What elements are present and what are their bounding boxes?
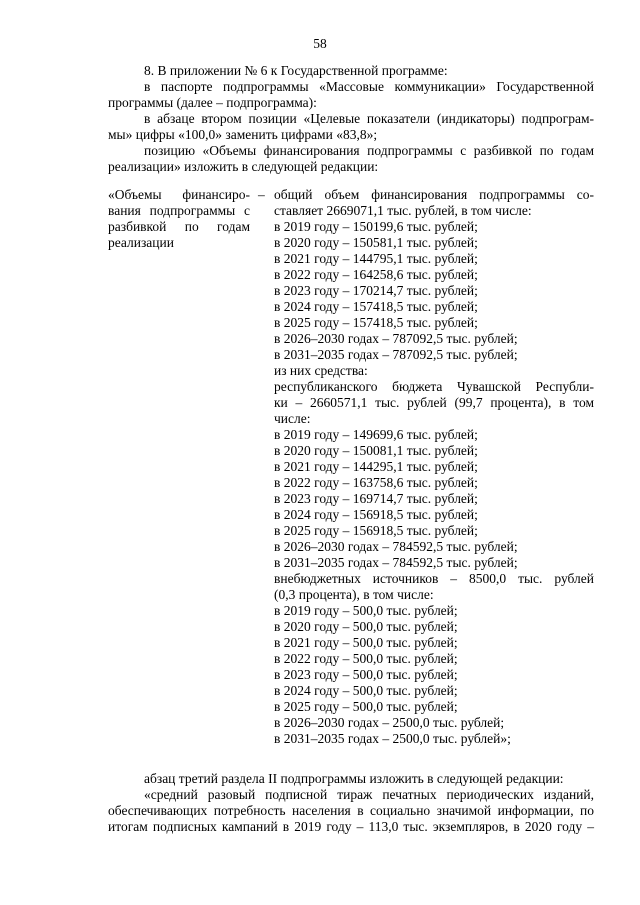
financing-value-line: в 2025 году – 157418,5 тыс. рублей;: [274, 315, 478, 330]
financing-value-line: в 2024 году – 157418,5 тыс. рублей;: [274, 299, 478, 314]
intro-passport: [108, 79, 594, 111]
financing-value-line: в 2019 году – 500,0 тыс. рублей;: [274, 603, 458, 618]
financing-value-line: в 2021 году – 500,0 тыс. рублей;: [274, 635, 458, 650]
financing-value-line: в 2020 году – 150581,1 тыс. рублей;: [274, 235, 478, 250]
financing-label-line: «Объемы финансиро-: [108, 187, 250, 202]
column-separator-dash: –: [258, 187, 265, 202]
financing-value-line: в 2026–2030 годах – 787092,5 тыс. рублей;: [274, 331, 518, 346]
financing-value-line: в 2023 году – 169714,7 тыс. рублей;: [274, 491, 478, 506]
financing-value-line: числе:: [274, 411, 311, 426]
intro-line: в паспорте подпрограммы «Массовые коммуникации» Государственной: [144, 79, 594, 94]
financing-value-line: в 2026–2030 годах – 784592,5 тыс. рублей;: [274, 539, 518, 554]
financing-value-line: в 2020 году – 150081,1 тыс. рублей;: [274, 443, 478, 458]
page-number: 58: [313, 36, 327, 51]
financing-value-line: в 2023 году – 170214,7 тыс. рублей;: [274, 283, 478, 298]
financing-value-line: (0,3 процента), в том числе:: [274, 587, 434, 602]
financing-label-line: реализации: [108, 235, 174, 250]
intro-indicators: [108, 111, 594, 143]
outro-section-ii: [108, 771, 594, 787]
financing-value-line: в 2021 году – 144295,1 тыс. рублей;: [274, 459, 478, 474]
financing-value-line: в 2031–2035 годах – 2500,0 тыс. рублей»;: [274, 731, 511, 746]
financing-value-line: в 2031–2035 годах – 784592,5 тыс. рублей;: [274, 555, 518, 570]
financing-label-line: разбивкой по годам: [108, 219, 250, 234]
outro-line: абзац третий раздела II подпрограммы изложить в следующей редакции:: [144, 771, 564, 786]
financing-value-column: [274, 187, 594, 747]
financing-value-line: в 2025 году – 500,0 тыс. рублей;: [274, 699, 458, 714]
financing-value-line: в 2022 году – 164258,6 тыс. рублей;: [274, 267, 478, 282]
financing-value-line: ставляет 2669071,1 тыс. рублей, в том числе:: [274, 203, 532, 218]
financing-label-column: [108, 187, 250, 251]
intro-line: в абзаце втором позиции «Целевые показатели (индикаторы) подпрограм-: [144, 111, 594, 126]
intro-item-8: [108, 63, 594, 79]
financing-value-line: ки – 2660571,1 тыс. рублей (99,7 процента), в том: [274, 395, 594, 410]
financing-value-line: в 2019 году – 150199,6 тыс. рублей;: [274, 219, 478, 234]
financing-value-line: республиканского бюджета Чувашской Республи-: [274, 379, 594, 394]
outro-line: итогам подписных кампаний в 2019 году – 113,0 тыс. экземпляров, в 2020 году –: [108, 819, 594, 834]
intro-line: реализации» изложить в следующей редакции:: [108, 159, 379, 174]
financing-value-line: в 2031–2035 годах – 787092,5 тыс. рублей;: [274, 347, 518, 362]
intro-line: мы» цифры «100,0» заменить цифрами «83,8»;: [108, 127, 378, 142]
financing-value-line: в 2019 году – 149699,6 тыс. рублей;: [274, 427, 478, 442]
financing-value-line: из них средства:: [274, 363, 368, 378]
intro-line: позицию «Объемы финансирования подпрограммы с разбивкой по годам: [144, 143, 594, 158]
outro-line: «средний разовый подписной тираж печатных периодических изданий,: [144, 787, 594, 802]
financing-label-line: вания подпрограммы с: [108, 203, 250, 218]
financing-value-line: в 2021 году – 144795,1 тыс. рублей;: [274, 251, 478, 266]
financing-value-line: в 2025 году – 156918,5 тыс. рублей;: [274, 523, 478, 538]
financing-value-line: внебюджетных источников – 8500,0 тыс. рублей: [274, 571, 594, 586]
intro-line: 8. В приложении № 6 к Государственной программе:: [144, 63, 448, 78]
financing-value-line: в 2024 году – 500,0 тыс. рублей;: [274, 683, 458, 698]
financing-value-line: в 2022 году – 500,0 тыс. рублей;: [274, 651, 458, 666]
outro-line: обеспечивающих потребность населения в социально значимой информации, по: [108, 803, 594, 818]
financing-value-line: общий объем финансирования подпрограммы со-: [274, 187, 594, 202]
financing-value-line: в 2020 году – 500,0 тыс. рублей;: [274, 619, 458, 634]
intro-line: программы (далее – подпрограмма):: [108, 95, 317, 110]
outro-circulation: [108, 787, 594, 835]
financing-value-line: в 2023 году – 500,0 тыс. рублей;: [274, 667, 458, 682]
intro-financing: [108, 143, 594, 175]
financing-value-line: в 2022 году – 163758,6 тыс. рублей;: [274, 475, 478, 490]
financing-value-line: в 2026–2030 годах – 2500,0 тыс. рублей;: [274, 715, 505, 730]
financing-value-line: в 2024 году – 156918,5 тыс. рублей;: [274, 507, 478, 522]
